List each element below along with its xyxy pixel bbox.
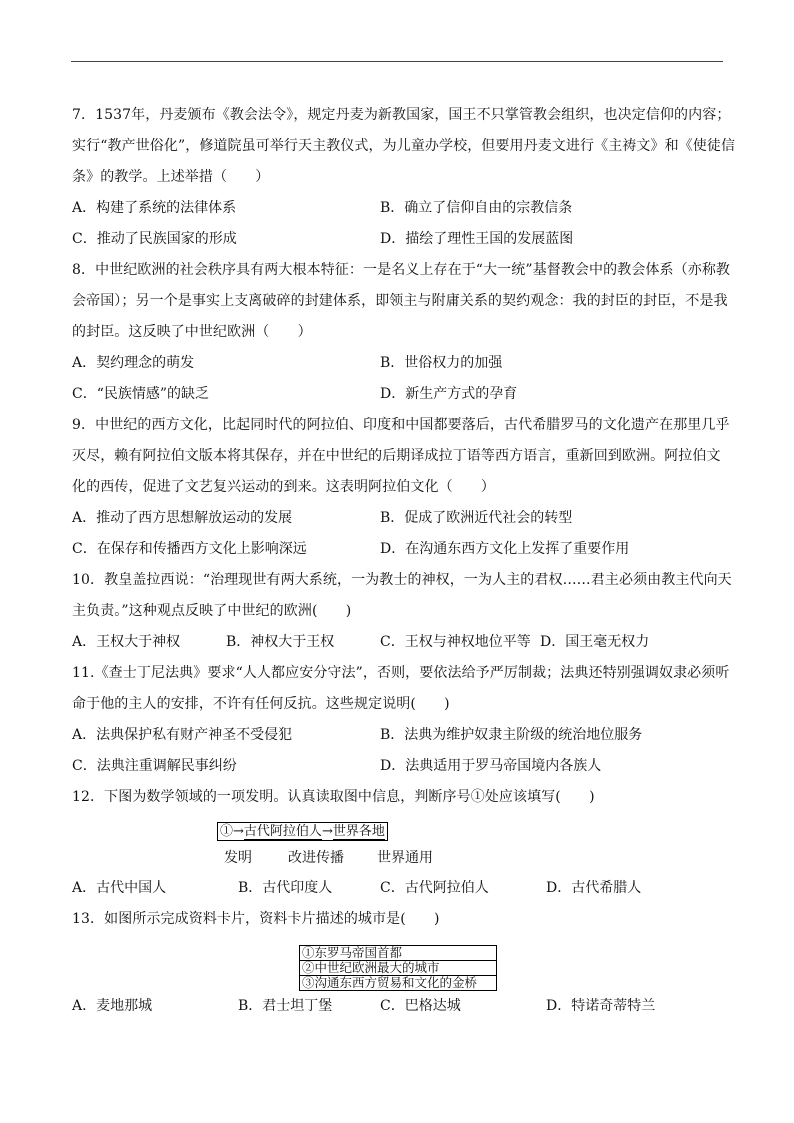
question-stem-line: 11.《查士丁尼法典》要求“人人都应安分守法”，否则，要依法给予严厉制裁；法典还特别强调奴隶必须听 bbox=[72, 665, 730, 681]
flow-box bbox=[217, 822, 388, 841]
question-list bbox=[72, 100, 736, 1022]
option-a: A．推动了西方思想解放运动的发展 bbox=[72, 510, 293, 526]
arrow-icon: → bbox=[233, 824, 244, 839]
option-b: B．世俗权力的加强 bbox=[380, 355, 503, 371]
option-b: B．促成了欧洲近代社会的转型 bbox=[380, 510, 573, 526]
option-d: D．在沟通东西方文化上发挥了重要作用 bbox=[380, 541, 630, 557]
flow-label-invent: 发明 bbox=[224, 850, 252, 866]
option-d: D．描绘了理性王国的发展蓝图 bbox=[380, 231, 574, 247]
option-d: D．国王毫无权力 bbox=[540, 634, 650, 650]
question-stem-line: 灭尽，赖有阿拉伯文版本将其保存，并在中世纪的后期译成拉丁语等西方语言，重新回到欧洲。阿拉伯文 bbox=[72, 448, 721, 464]
option-a: A．王权大于神权 bbox=[72, 634, 181, 650]
option-a: A．契约理念的萌发 bbox=[72, 355, 195, 371]
option-b: B．君士坦丁堡 bbox=[238, 998, 333, 1014]
info-card-line: ②中世纪欧洲最大的城市 bbox=[300, 960, 496, 975]
option-c: C．在保存和传播西方文化上影响深远 bbox=[72, 541, 307, 557]
option-a: A．麦地那城 bbox=[72, 998, 153, 1014]
flow-label-spread: 改进传播 bbox=[288, 850, 344, 866]
question-stem-line: 7．1537年，丹麦颁布《教会法令》，规定丹麦为新教国家，国王不只掌管教会组织，也决定信仰的内容； bbox=[72, 107, 731, 123]
option-b: B．古代印度人 bbox=[238, 880, 333, 896]
question-stem-line: 10．教皇盖拉西说：“治理现世有两大系统，一为教士的神权，一为人主的君权……君主必须由教主代向天 bbox=[72, 572, 732, 588]
question-10 bbox=[72, 565, 732, 658]
info-card bbox=[299, 945, 497, 991]
option-d: D．特诺奇蒂特兰 bbox=[546, 998, 656, 1014]
option-a: A．构建了系统的法律体系 bbox=[72, 200, 237, 216]
question-7 bbox=[72, 100, 736, 255]
info-card-line: ①东罗马帝国首都 bbox=[302, 945, 403, 960]
question-13 bbox=[72, 904, 722, 1022]
info-card-line: ③沟通东西方贸易和文化的金桥 bbox=[300, 975, 496, 990]
flow-step-arabs: 古代阿拉伯人 bbox=[243, 824, 322, 839]
option-b: B．神权大于王权 bbox=[226, 634, 335, 650]
question-stem-line: 化的西传，促进了文艺复兴运动的到来。这表明阿拉伯文化（ ） bbox=[72, 479, 495, 495]
option-c: C．王权与神权地位平等 bbox=[380, 634, 531, 650]
question-stem-line: 会帝国）；另一个是事实上支离破碎的封建体系，即领主与附庸关系的契约观念：我的封臣的封臣，不是我 bbox=[72, 293, 728, 309]
arrow-icon: → bbox=[321, 824, 333, 839]
question-9 bbox=[72, 410, 730, 565]
flow-labels bbox=[72, 843, 722, 873]
question-8 bbox=[72, 255, 731, 410]
question-stem-line: 实行“教产世俗化”，修道院虽可举行天主教仪式，为儿童办学校，但要用丹麦文进行《主祷文》和《使徒信 bbox=[72, 138, 736, 154]
option-c: C．推动了民族国家的形成 bbox=[72, 231, 237, 247]
invention-flow-figure bbox=[72, 813, 722, 843]
header-rule bbox=[71, 61, 723, 62]
option-d: D．新生产方式的孕育 bbox=[380, 386, 518, 402]
question-stem-line: 命于他的主人的安排，不许有任何反抗。这些规定说明( ) bbox=[72, 696, 450, 712]
option-c: C．古代阿拉伯人 bbox=[380, 880, 489, 896]
option-b: B．确立了信仰自由的宗教信条 bbox=[380, 200, 573, 216]
question-stem-line: 条》的教学。上述举措（ ） bbox=[72, 169, 270, 185]
option-b: B．法典为维护奴隶主阶级的统治地位服务 bbox=[380, 727, 643, 743]
question-stem-line: 9．中世纪的西方文化，比起同时代的阿拉伯、印度和中国都要落后，古代希腊罗马的文化遗产在那里几乎 bbox=[72, 417, 730, 433]
option-a: A．法典保护私有财产神圣不受侵犯 bbox=[72, 727, 293, 743]
option-d: D．法典适用于罗马帝国境内各族人 bbox=[380, 758, 602, 774]
question-stem-line: 8．中世纪欧洲的社会秩序具有两大根本特征：一是名义上存在于“大一统”基督教会中的教会体系（亦称教 bbox=[72, 262, 731, 278]
option-c: C．法典注重调解民事纠纷 bbox=[72, 758, 237, 774]
flow-label-universal: 世界通用 bbox=[377, 850, 433, 866]
question-stem-line: 13．如图所示完成资料卡片，资料卡片描述的城市是( ) bbox=[72, 911, 440, 927]
question-12 bbox=[72, 782, 722, 904]
option-a: A．古代中国人 bbox=[72, 880, 167, 896]
option-d: D．古代希腊人 bbox=[546, 880, 642, 896]
flow-blank-marker: ① bbox=[220, 824, 234, 839]
option-c: C．巴格达城 bbox=[380, 998, 461, 1014]
option-c: C．“民族情感”的缺乏 bbox=[72, 386, 210, 402]
question-stem-line: 的封臣。这反映了中世纪欧洲（ ） bbox=[72, 324, 312, 340]
question-stem-line: 主负责。”这种观点反映了中世纪的欧洲( ) bbox=[72, 603, 352, 619]
question-11 bbox=[72, 658, 730, 782]
info-card-figure bbox=[72, 935, 722, 991]
question-stem-line: 12．下图为数学领域的一项发明。认真读取图中信息，判断序号①处应该填写( ) bbox=[72, 789, 595, 805]
flow-step-world: 世界各地 bbox=[332, 824, 385, 839]
